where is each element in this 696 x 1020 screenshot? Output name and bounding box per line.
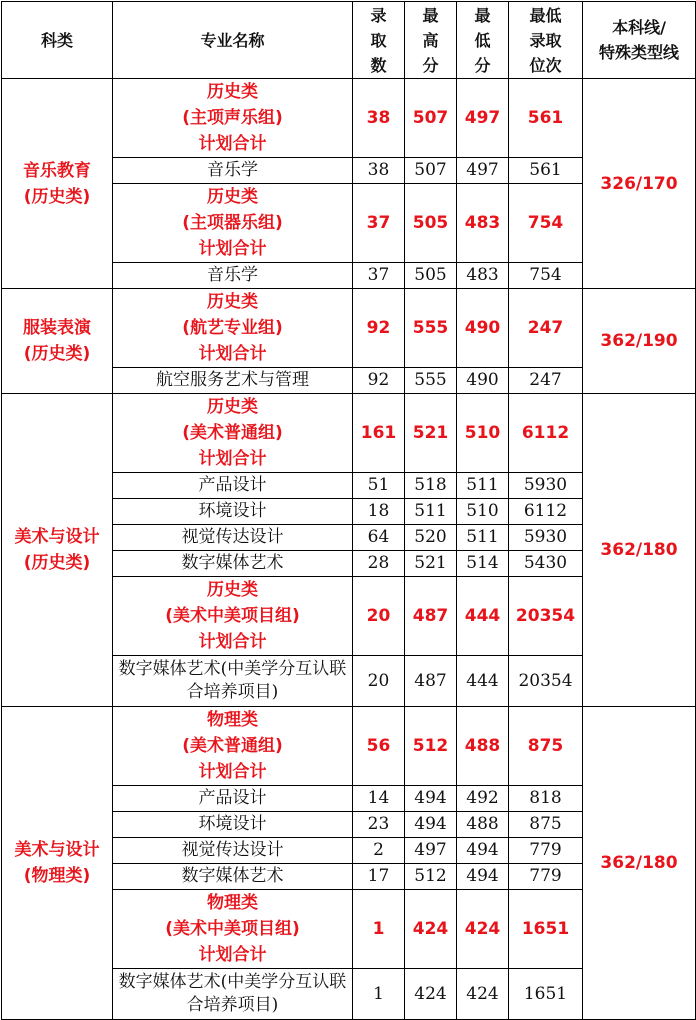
plan-total-label-line: 物理类	[207, 710, 258, 730]
min-rank: 5430	[509, 551, 583, 577]
total-lowest: 483	[457, 184, 509, 263]
plan-total-label	[113, 890, 353, 969]
plan-total-label-line: 物理类	[207, 893, 258, 913]
admitted-count: 51	[353, 473, 405, 499]
total-lowest: 444	[457, 577, 509, 656]
header-admitted: 录 取 数	[353, 2, 405, 79]
lowest-score: 424	[457, 969, 509, 1020]
header-cutoff: 本科线/ 特殊类型线	[583, 2, 696, 79]
cutoff-cell: 362/180	[583, 707, 696, 1020]
category-cell	[2, 79, 113, 289]
highest-score: 497	[405, 838, 457, 864]
admitted-count: 14	[353, 786, 405, 812]
total-admitted: 92	[353, 289, 405, 368]
total-highest: 505	[405, 184, 457, 263]
lowest-score: 492	[457, 786, 509, 812]
total-admitted: 20	[353, 577, 405, 656]
cutoff-cell: 362/190	[583, 289, 696, 394]
highest-score: 494	[405, 786, 457, 812]
category-cell-line: 美术与设计	[14, 527, 100, 547]
min-rank: 1651	[509, 969, 583, 1020]
category-cell	[2, 394, 113, 707]
plan-total-label-line: 计划合计	[198, 945, 267, 965]
major-name: 视觉传达设计	[113, 525, 353, 551]
highest-score: 494	[405, 812, 457, 838]
admitted-count: 2	[353, 838, 405, 864]
min-rank: 6112	[509, 499, 583, 525]
lowest-score: 514	[457, 551, 509, 577]
header-row	[2, 2, 696, 79]
plan-total-label-line: 历史类	[207, 397, 258, 417]
plan-total-row	[2, 79, 696, 158]
total-min-rank: 247	[509, 289, 583, 368]
category-cell-line: (历史类)	[23, 344, 91, 364]
plan-total-row	[2, 394, 696, 473]
highest-score: 512	[405, 864, 457, 890]
total-admitted: 37	[353, 184, 405, 263]
admitted-count: 20	[353, 656, 405, 707]
plan-total-label-line: 历史类	[207, 82, 258, 102]
admission-scores-table	[1, 1, 696, 1020]
total-highest: 521	[405, 394, 457, 473]
admitted-count: 1	[353, 969, 405, 1020]
admitted-count: 64	[353, 525, 405, 551]
min-rank: 779	[509, 864, 583, 890]
min-rank: 5930	[509, 525, 583, 551]
major-name: 音乐学	[113, 263, 353, 289]
major-name: 产品设计	[113, 786, 353, 812]
admitted-count: 17	[353, 864, 405, 890]
highest-score: 518	[405, 473, 457, 499]
highest-score: 505	[405, 263, 457, 289]
admitted-count: 38	[353, 158, 405, 184]
highest-score: 555	[405, 368, 457, 394]
min-rank: 20354	[509, 656, 583, 707]
plan-total-label-line: (美术中美项目组)	[165, 606, 300, 626]
major-name: 视觉传达设计	[113, 838, 353, 864]
category-cell-line: (物理类)	[23, 866, 91, 886]
total-admitted: 161	[353, 394, 405, 473]
plan-total-label-line: 计划合计	[198, 449, 267, 469]
header-min-rank: 最低 录取 位次	[509, 2, 583, 79]
major-name: 产品设计	[113, 473, 353, 499]
total-lowest: 510	[457, 394, 509, 473]
lowest-score: 494	[457, 838, 509, 864]
category-cell-line: (历史类)	[23, 186, 91, 207]
lowest-score: 510	[457, 499, 509, 525]
total-lowest: 490	[457, 289, 509, 368]
major-name: 数字媒体艺术(中美学分互认联合培养项目)	[113, 969, 353, 1020]
total-admitted: 1	[353, 890, 405, 969]
admitted-count: 18	[353, 499, 405, 525]
table-body	[2, 79, 696, 1020]
highest-score: 487	[405, 656, 457, 707]
plan-total-label	[113, 184, 353, 263]
plan-total-label-line: 历史类	[207, 292, 258, 312]
total-min-rank: 561	[509, 79, 583, 158]
category-cell-line: 服装表演	[23, 318, 91, 338]
major-name: 数字媒体艺术	[113, 864, 353, 890]
total-highest: 424	[405, 890, 457, 969]
plan-total-label-line: 历史类	[207, 580, 258, 600]
category-cell-line: 美术与设计	[14, 840, 100, 860]
lowest-score: 490	[457, 368, 509, 394]
plan-total-row	[2, 289, 696, 368]
min-rank: 754	[509, 263, 583, 289]
header-category: 科类	[2, 2, 113, 79]
min-rank: 5930	[509, 473, 583, 499]
plan-total-label	[113, 289, 353, 368]
admitted-count: 23	[353, 812, 405, 838]
cutoff-cell: 362/180	[583, 394, 696, 707]
total-admitted: 38	[353, 79, 405, 158]
lowest-score: 444	[457, 656, 509, 707]
total-lowest: 424	[457, 890, 509, 969]
min-rank: 779	[509, 838, 583, 864]
highest-score: 520	[405, 525, 457, 551]
plan-total-label-line: (美术普通组)	[182, 423, 283, 443]
min-rank: 875	[509, 812, 583, 838]
total-min-rank: 875	[509, 707, 583, 786]
major-name: 音乐学	[113, 158, 353, 184]
lowest-score: 511	[457, 525, 509, 551]
plan-total-label-line: (主项器乐组)	[182, 213, 283, 233]
total-highest: 507	[405, 79, 457, 158]
plan-total-row	[2, 707, 696, 786]
plan-total-label	[113, 394, 353, 473]
category-cell	[2, 289, 113, 394]
highest-score: 511	[405, 499, 457, 525]
admitted-count: 92	[353, 368, 405, 394]
plan-total-label-line: 计划合计	[198, 134, 267, 154]
plan-total-label	[113, 577, 353, 656]
min-rank: 247	[509, 368, 583, 394]
plan-total-label-line: (航艺专业组)	[182, 318, 283, 338]
plan-total-label-line: 计划合计	[198, 632, 267, 652]
plan-total-label-line: (美术中美项目组)	[165, 919, 300, 939]
major-name: 航空服务艺术与管理	[113, 368, 353, 394]
plan-total-label	[113, 79, 353, 158]
category-cell	[2, 707, 113, 1020]
total-highest: 555	[405, 289, 457, 368]
lowest-score: 497	[457, 158, 509, 184]
plan-total-label-line: 计划合计	[198, 239, 267, 259]
min-rank: 561	[509, 158, 583, 184]
header-major: 专业名称	[113, 2, 353, 79]
major-name: 环境设计	[113, 499, 353, 525]
highest-score: 424	[405, 969, 457, 1020]
major-name: 数字媒体艺术(中美学分互认联合培养项目)	[113, 656, 353, 707]
total-admitted: 56	[353, 707, 405, 786]
total-min-rank: 754	[509, 184, 583, 263]
header-lowest: 最 低 分	[457, 2, 509, 79]
header-highest: 最 高 分	[405, 2, 457, 79]
plan-total-label	[113, 707, 353, 786]
plan-total-label-line: (主项声乐组)	[182, 108, 283, 128]
plan-total-label-line: (美术普通组)	[182, 736, 283, 756]
plan-total-label-line: 历史类	[207, 187, 258, 207]
lowest-score: 483	[457, 263, 509, 289]
total-min-rank: 20354	[509, 577, 583, 656]
cutoff-cell: 326/170	[583, 79, 696, 289]
min-rank: 818	[509, 786, 583, 812]
plan-total-label-line: 计划合计	[198, 762, 267, 782]
total-min-rank: 1651	[509, 890, 583, 969]
admitted-count: 37	[353, 263, 405, 289]
category-cell-line: (历史类)	[23, 553, 91, 573]
total-highest: 487	[405, 577, 457, 656]
category-cell-line: 音乐教育	[23, 160, 91, 181]
highest-score: 507	[405, 158, 457, 184]
lowest-score: 488	[457, 812, 509, 838]
total-lowest: 497	[457, 79, 509, 158]
lowest-score: 494	[457, 864, 509, 890]
total-min-rank: 6112	[509, 394, 583, 473]
major-name: 环境设计	[113, 812, 353, 838]
highest-score: 521	[405, 551, 457, 577]
lowest-score: 511	[457, 473, 509, 499]
admitted-count: 28	[353, 551, 405, 577]
total-lowest: 488	[457, 707, 509, 786]
plan-total-label-line: 计划合计	[198, 344, 267, 364]
major-name: 数字媒体艺术	[113, 551, 353, 577]
total-highest: 512	[405, 707, 457, 786]
